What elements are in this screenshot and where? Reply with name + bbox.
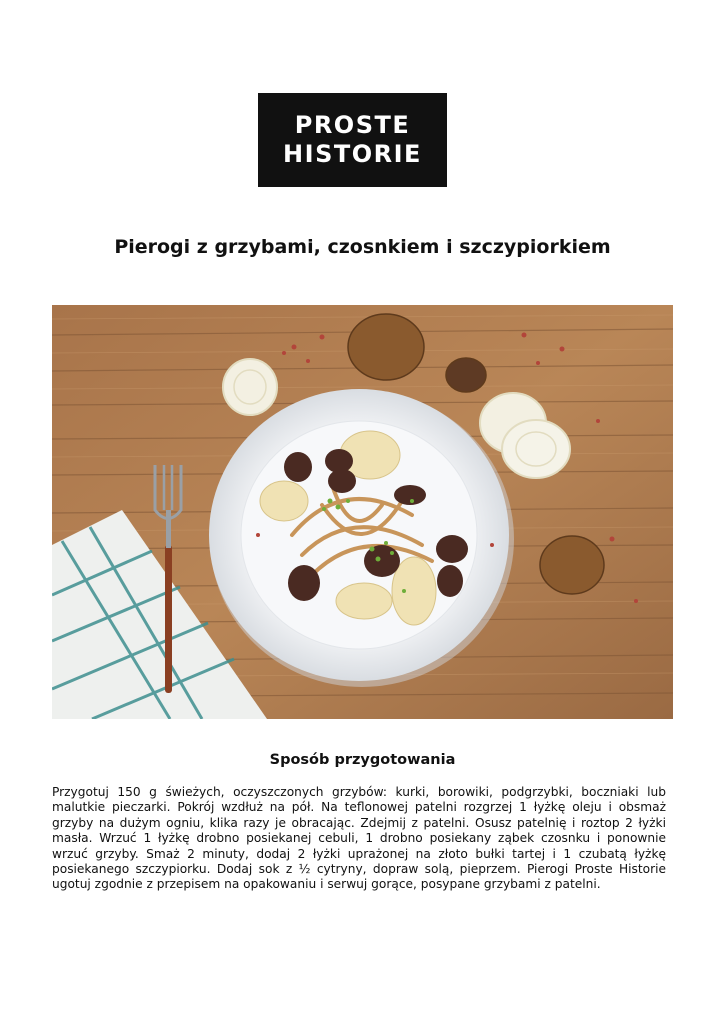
brand-logo: [258, 93, 447, 187]
method-heading: Sposób przygotowania: [269, 752, 456, 768]
logo-line-1: PROSTE: [294, 111, 411, 139]
recipe-title: Pierogi z grzybami, czosnkiem i szczypiorkiem: [114, 236, 611, 258]
dish-photo: [52, 305, 673, 719]
logo-line-2: HISTORIE: [283, 140, 422, 168]
method-text: Przygotuj 150 g świeżych, oczyszczonych grzybów: kurki, borowiki, podgrzybki, boczniaki lub malutkie pieczarki. Pokrój wzdłuż na pół. Na teflonowej patelni rozgrzej 1 łyżkę oleju i obsmaż grzyby na dużym ogniu, klika razy je obracając. Zdejmij z patelni. Osusz patelnię i roztop 2 łyżki masła. Wrzuć 1 łyżkę drobno posiekanej cebuli, 1 drobno posiekany ząbek czosnku i ponownie wrzuć grzyby. Smaż 2 minuty, dodaj 2 łyżki uprażonej na złoto bułki tartej i 1 czubatą łyżkę posiekanego szczypiorku. Dodaj sok z ½ cytryny, dopraw solą, pieprzem. Pierogi Proste Historie ugotuj zgodnie z przepisem na opakowaniu i serwuj gorące, posypane grzybami z patelni.: [52, 785, 666, 892]
